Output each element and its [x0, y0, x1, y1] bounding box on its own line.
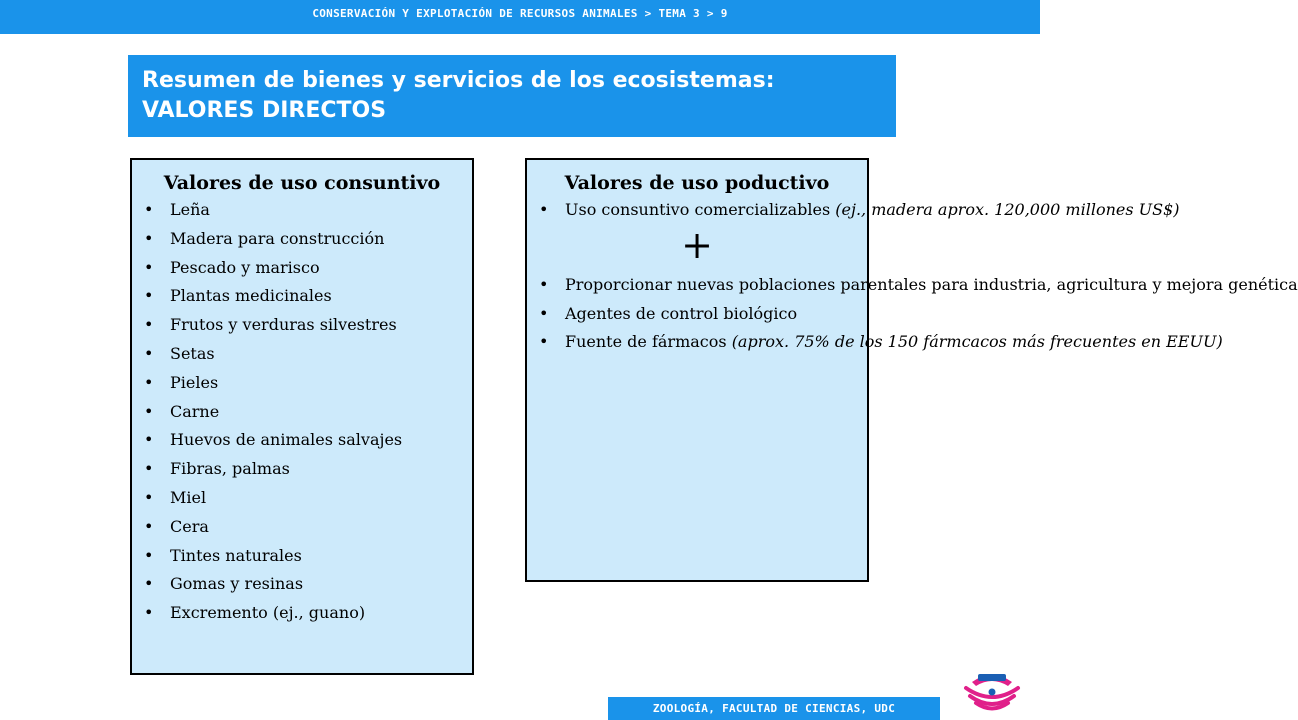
consumptive-item-text: Frutos y verduras silvestres [170, 315, 397, 335]
consumptive-item-text: Cera [170, 516, 209, 536]
slide-title [128, 55, 896, 137]
consumptive-item-text: Huevos de animales salvajes [170, 430, 403, 450]
productive-item-text: Proporcionar nuevas poblaciones parentales para industria, agricultura y mejora genética [565, 274, 1298, 294]
productive-item-text: Agentes de control biológico [565, 303, 798, 323]
bullet-icon: • [144, 459, 154, 479]
consumptive-item-text: Miel [170, 487, 207, 507]
plus-sign: + [681, 222, 713, 267]
list-item [539, 328, 1223, 357]
productive-values-panel [525, 158, 1298, 582]
list-item [144, 398, 472, 427]
slide-title-line2: VALORES DIRECTOS [142, 98, 387, 123]
bullet-icon: • [539, 200, 549, 219]
list-item [144, 254, 472, 283]
breadcrumb: CONSERVACIÓN Y EXPLOTACIÓN DE RECURSOS ANIMALES > TEMA 3 > 9 [0, 0, 1040, 34]
bullet-icon: • [144, 372, 154, 392]
bullet-icon: • [539, 332, 549, 352]
consumptive-item-text: Pieles [170, 372, 219, 392]
productive-item-note: (ej., madera aprox. 120,000 millones US$) [835, 200, 1180, 219]
productive-item-text: Uso consuntivo comercializables [565, 200, 831, 219]
bullet-icon: • [144, 286, 154, 306]
consumptive-values-list [132, 196, 472, 628]
list-item [144, 599, 472, 628]
list-item [144, 455, 472, 484]
consumptive-item-text: Tintes naturales [170, 545, 302, 565]
list-item [144, 426, 472, 455]
consumptive-item-text: Excremento (ej., guano) [170, 603, 366, 623]
list-item [144, 542, 472, 571]
bullet-icon: • [144, 430, 154, 450]
list-item [144, 340, 472, 369]
bullet-icon: • [144, 401, 154, 421]
footer-label: ZOOLOGÍA, FACULTAD DE CIENCIAS, UDC [608, 697, 940, 720]
list-item [144, 282, 472, 311]
consumptive-item-text: Pescado y marisco [170, 257, 320, 277]
consumptive-item-text: Leña [170, 200, 210, 219]
bullet-icon: • [144, 603, 154, 623]
list-item [539, 271, 1298, 300]
bullet-icon: • [144, 516, 154, 536]
productive-values-heading: Valores de uso poductivo [564, 172, 830, 194]
productive-values-list-bottom [527, 271, 1298, 357]
consumptive-values-panel [130, 158, 474, 675]
university-logo-icon [960, 662, 1024, 714]
consumptive-item-text: Carne [170, 401, 220, 421]
consumptive-item-text: Setas [170, 343, 215, 363]
list-item [144, 311, 472, 340]
bullet-icon: • [144, 228, 154, 248]
bullet-icon: • [539, 274, 549, 294]
bullet-icon: • [539, 303, 549, 323]
bullet-icon: • [144, 315, 154, 335]
list-item [539, 300, 855, 329]
consumptive-item-text: Madera para construcción [170, 228, 385, 248]
consumptive-values-heading: Valores de uso consuntivo [163, 172, 441, 194]
productive-values-list-top [527, 196, 1180, 225]
list-item [144, 196, 472, 225]
productive-item-note: (aprox. 75% de los 150 fármcacos más frecuentes en EEUU) [731, 332, 1223, 352]
bullet-icon: • [144, 200, 154, 219]
consumptive-item-text: Gomas y resinas [170, 574, 304, 594]
list-item [144, 369, 472, 398]
list-item [144, 513, 472, 542]
consumptive-item-text: Fibras, palmas [170, 459, 290, 479]
slide-title-line1: Resumen de bienes y servicios de los ecosistemas: [142, 68, 775, 93]
list-item [144, 570, 472, 599]
bullet-icon: • [144, 487, 154, 507]
list-item [144, 225, 472, 254]
bullet-icon: • [144, 545, 154, 565]
bullet-icon: • [144, 574, 154, 594]
bullet-icon: • [144, 343, 154, 363]
list-item [144, 484, 472, 513]
bullet-icon: • [144, 257, 154, 277]
list-item [539, 196, 1180, 225]
consumptive-item-text: Plantas medicinales [170, 286, 332, 306]
productive-item-text: Fuente de fármacos [565, 332, 727, 352]
